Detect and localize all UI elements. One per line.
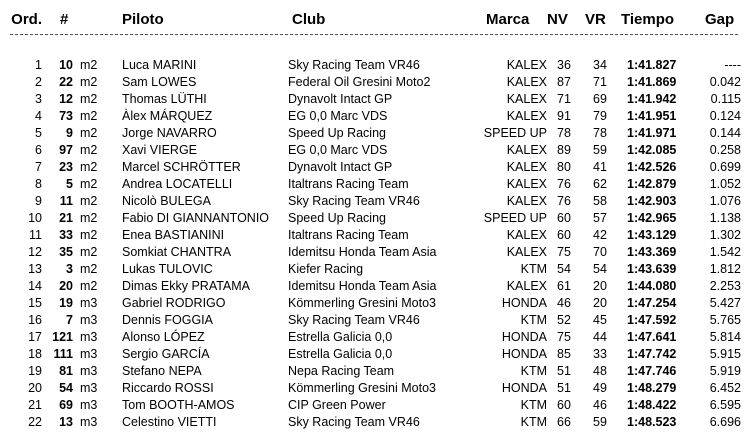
- cell-class: m3: [80, 347, 98, 361]
- cell-class: m2: [80, 279, 98, 293]
- cell-marca: KALEX: [506, 177, 547, 191]
- cell-nv: 60: [557, 228, 571, 242]
- cell-gap: 1.052: [709, 177, 741, 191]
- cell-tiempo: 1:43.639: [627, 262, 677, 276]
- cell-ord: 3: [35, 92, 42, 106]
- cell-nv: 89: [557, 143, 571, 157]
- cell-piloto: Tom BOOTH-AMOS: [122, 398, 235, 412]
- cell-tiempo: 1:44.080: [627, 279, 677, 293]
- cell-num: 22: [59, 75, 73, 89]
- cell-club: EG 0,0 Marc VDS: [288, 109, 388, 123]
- table-row: [0, 397, 745, 414]
- table-row: [0, 125, 745, 142]
- cell-marca: KTM: [520, 262, 547, 276]
- cell-nv: 52: [557, 313, 571, 327]
- cell-class: m3: [80, 313, 98, 327]
- cell-piloto: Celestino VIETTI: [122, 415, 217, 429]
- table-row: [0, 244, 745, 261]
- cell-tiempo: 1:42.965: [627, 211, 677, 225]
- cell-nv: 61: [557, 279, 571, 293]
- table-row: [0, 329, 745, 346]
- cell-ord: 20: [28, 381, 42, 395]
- cell-num: 21: [59, 211, 73, 225]
- cell-nv: 60: [557, 398, 571, 412]
- cell-class: m2: [80, 262, 98, 276]
- cell-ord: 12: [28, 245, 42, 259]
- cell-club: Kömmerling Gresini Moto3: [288, 381, 436, 395]
- cell-gap: 1.542: [709, 245, 741, 259]
- cell-nv: 46: [557, 296, 571, 310]
- cell-tiempo: 1:41.951: [627, 109, 677, 123]
- table-row: [0, 57, 745, 74]
- cell-club: Italtrans Racing Team: [288, 177, 409, 191]
- cell-ord: 13: [28, 262, 42, 276]
- cell-tiempo: 1:47.254: [627, 296, 677, 310]
- cell-club: Italtrans Racing Team: [288, 228, 409, 242]
- cell-piloto: Enea BASTIANINI: [122, 228, 225, 242]
- cell-club: Sky Racing Team VR46: [288, 313, 420, 327]
- cell-gap: 1.138: [709, 211, 741, 225]
- cell-club: Federal Oil Gresini Moto2: [288, 75, 431, 89]
- cell-nv: 76: [557, 177, 571, 191]
- cell-class: m2: [80, 211, 98, 225]
- cell-num: 97: [59, 143, 73, 157]
- cell-class: m2: [80, 92, 98, 106]
- cell-piloto: Riccardo ROSSI: [122, 381, 214, 395]
- cell-gap: 0.144: [709, 126, 741, 140]
- cell-marca: HONDA: [501, 347, 547, 361]
- cell-num: 11: [59, 194, 73, 208]
- cell-num: 33: [59, 228, 73, 242]
- cell-marca: KALEX: [506, 279, 547, 293]
- cell-piloto: Lukas TULOVIC: [122, 262, 213, 276]
- cell-tiempo: 1:41.942: [627, 92, 677, 106]
- cell-piloto: Alonso LÓPEZ: [122, 330, 205, 344]
- cell-gap: 5.814: [709, 330, 741, 344]
- table-row: [0, 414, 745, 431]
- cell-vr: 58: [593, 194, 607, 208]
- cell-vr: 57: [593, 211, 607, 225]
- cell-vr: 79: [593, 109, 607, 123]
- cell-club: Speed Up Racing: [288, 211, 386, 225]
- cell-piloto: Somkiat CHANTRA: [122, 245, 232, 259]
- cell-vr: 59: [593, 415, 607, 429]
- header-tiempo: Tiempo: [621, 11, 675, 28]
- cell-vr: 49: [593, 381, 607, 395]
- header-marca: Marca: [486, 11, 530, 28]
- cell-ord: 22: [28, 415, 42, 429]
- cell-nv: 51: [557, 381, 571, 395]
- cell-marca: HONDA: [501, 296, 547, 310]
- cell-gap: 0.042: [709, 75, 741, 89]
- cell-ord: 4: [35, 109, 42, 123]
- cell-vr: 45: [593, 313, 607, 327]
- cell-num: 9: [66, 126, 73, 140]
- cell-club: Dynavolt Intact GP: [288, 92, 393, 106]
- cell-ord: 16: [28, 313, 42, 327]
- cell-tiempo: 1:47.592: [627, 313, 677, 327]
- cell-ord: 10: [28, 211, 42, 225]
- cell-vr: 33: [593, 347, 607, 361]
- cell-marca: HONDA: [501, 330, 547, 344]
- cell-tiempo: 1:47.746: [627, 364, 677, 378]
- cell-piloto: Àlex MÁRQUEZ: [122, 109, 213, 123]
- table-row: [0, 91, 745, 108]
- cell-club: EG 0,0 Marc VDS: [288, 143, 388, 157]
- cell-piloto: Stefano NEPA: [122, 364, 202, 378]
- cell-club: Sky Racing Team VR46: [288, 194, 420, 208]
- cell-club: Idemitsu Honda Team Asia: [288, 279, 437, 293]
- cell-gap: 0.124: [709, 109, 741, 123]
- cell-class: m3: [80, 296, 98, 310]
- cell-vr: 34: [593, 58, 607, 72]
- cell-num: 5: [66, 177, 73, 191]
- cell-vr: 69: [593, 92, 607, 106]
- cell-piloto: Fabio DI GIANNANTONIO: [122, 211, 270, 225]
- cell-nv: 51: [557, 364, 571, 378]
- cell-marca: KALEX: [506, 228, 547, 242]
- cell-tiempo: 1:48.422: [627, 398, 677, 412]
- cell-club: Estrella Galicia 0,0: [288, 347, 393, 361]
- table-row: [0, 159, 745, 176]
- cell-vr: 46: [593, 398, 607, 412]
- cell-class: m2: [80, 75, 98, 89]
- cell-ord: 17: [28, 330, 42, 344]
- cell-num: 81: [59, 364, 73, 378]
- cell-gap: 6.595: [709, 398, 741, 412]
- cell-marca: KALEX: [506, 194, 547, 208]
- cell-num: 13: [59, 415, 73, 429]
- cell-num: 20: [59, 279, 73, 293]
- cell-marca: HONDA: [501, 381, 547, 395]
- cell-vr: 71: [593, 75, 607, 89]
- cell-class: m3: [80, 330, 98, 344]
- cell-marca: KTM: [520, 364, 547, 378]
- table-header: [0, 8, 745, 32]
- cell-marca: KALEX: [506, 58, 547, 72]
- cell-num: 54: [59, 381, 73, 395]
- cell-ord: 7: [35, 160, 42, 174]
- table-row: [0, 74, 745, 91]
- header-club: Club: [292, 11, 326, 28]
- cell-piloto: Dennis FOGGIA: [122, 313, 213, 327]
- cell-tiempo: 1:41.869: [627, 75, 677, 89]
- cell-tiempo: 1:42.903: [627, 194, 677, 208]
- cell-gap: 0.115: [710, 92, 741, 106]
- header-nv: NV: [547, 11, 568, 28]
- cell-vr: 54: [593, 262, 607, 276]
- cell-tiempo: 1:41.971: [627, 126, 677, 140]
- cell-vr: 44: [593, 330, 607, 344]
- cell-tiempo: 1:48.523: [627, 415, 677, 429]
- cell-nv: 75: [557, 245, 571, 259]
- cell-piloto: Xavi VIERGE: [122, 143, 198, 157]
- cell-marca: KTM: [520, 398, 547, 412]
- cell-ord: 8: [35, 177, 42, 191]
- cell-ord: 21: [28, 398, 42, 412]
- cell-marca: KALEX: [506, 160, 547, 174]
- cell-piloto: Marcel SCHRÖTTER: [122, 160, 241, 174]
- cell-tiempo: 1:43.129: [627, 228, 677, 242]
- cell-piloto: Thomas LÜTHI: [122, 92, 207, 106]
- cell-num: 69: [59, 398, 73, 412]
- cell-num: 23: [59, 160, 73, 174]
- cell-gap: ----: [724, 58, 741, 72]
- cell-marca: KALEX: [506, 92, 547, 106]
- cell-vr: 78: [593, 126, 607, 140]
- cell-class: m2: [80, 245, 98, 259]
- cell-vr: 48: [593, 364, 607, 378]
- cell-marca: SPEED UP: [483, 211, 547, 225]
- cell-class: m2: [80, 177, 98, 191]
- cell-class: m3: [80, 398, 98, 412]
- header-piloto: Piloto: [122, 11, 164, 28]
- cell-num: 10: [59, 58, 73, 72]
- cell-piloto: Sam LOWES: [122, 75, 197, 89]
- cell-gap: 5.915: [709, 347, 741, 361]
- table-row: [0, 380, 745, 397]
- cell-tiempo: 1:42.085: [627, 143, 677, 157]
- cell-vr: 42: [593, 228, 607, 242]
- cell-piloto: Jorge NAVARRO: [122, 126, 217, 140]
- header-gap: Gap: [705, 11, 735, 28]
- cell-ord: 9: [35, 194, 42, 208]
- cell-class: m2: [80, 126, 98, 140]
- table-row: [0, 346, 745, 363]
- cell-club: Dynavolt Intact GP: [288, 160, 393, 174]
- cell-class: m3: [80, 364, 98, 378]
- cell-class: m3: [80, 381, 98, 395]
- cell-marca: KALEX: [506, 143, 547, 157]
- cell-gap: 5.919: [709, 364, 741, 378]
- cell-num: 73: [59, 109, 73, 123]
- cell-piloto: Andrea LOCATELLI: [122, 177, 233, 191]
- header-ord: Ord.: [11, 11, 42, 28]
- cell-marca: KALEX: [506, 245, 547, 259]
- cell-piloto: Nicolò BULEGA: [122, 194, 211, 208]
- cell-club: Sky Racing Team VR46: [288, 415, 420, 429]
- table-row: [0, 176, 745, 193]
- cell-nv: 60: [557, 211, 571, 225]
- cell-marca: KTM: [520, 415, 547, 429]
- cell-class: m2: [80, 228, 98, 242]
- cell-nv: 66: [557, 415, 571, 429]
- cell-marca: KALEX: [506, 75, 547, 89]
- cell-club: Kömmerling Gresini Moto3: [288, 296, 436, 310]
- cell-num: 7: [66, 313, 73, 327]
- cell-vr: 59: [593, 143, 607, 157]
- cell-tiempo: 1:48.279: [627, 381, 677, 395]
- cell-gap: 0.258: [709, 143, 741, 157]
- table-row: [0, 295, 745, 312]
- cell-ord: 5: [35, 126, 42, 140]
- table-row: [0, 210, 745, 227]
- cell-num: 3: [66, 262, 73, 276]
- cell-marca: SPEED UP: [483, 126, 547, 140]
- cell-nv: 76: [557, 194, 571, 208]
- cell-gap: 0.699: [709, 160, 741, 174]
- cell-gap: 6.452: [709, 381, 741, 395]
- cell-class: m3: [80, 415, 98, 429]
- cell-num: 12: [59, 92, 73, 106]
- cell-nv: 78: [557, 126, 571, 140]
- cell-nv: 85: [557, 347, 571, 361]
- cell-num: 121: [52, 330, 73, 344]
- cell-tiempo: 1:41.827: [627, 58, 677, 72]
- cell-marca: KALEX: [506, 109, 547, 123]
- cell-gap: 1.302: [709, 228, 741, 242]
- cell-club: Idemitsu Honda Team Asia: [288, 245, 437, 259]
- cell-club: Estrella Galicia 0,0: [288, 330, 393, 344]
- cell-nv: 91: [557, 109, 571, 123]
- cell-nv: 71: [557, 92, 571, 106]
- cell-ord: 18: [28, 347, 42, 361]
- cell-class: m2: [80, 160, 98, 174]
- cell-class: m2: [80, 58, 98, 72]
- table-row: [0, 261, 745, 278]
- cell-vr: 41: [593, 160, 607, 174]
- cell-club: CIP Green Power: [288, 398, 386, 412]
- cell-club: Sky Racing Team VR46: [288, 58, 420, 72]
- cell-vr: 20: [593, 296, 607, 310]
- header-num: #: [60, 11, 69, 28]
- cell-gap: 2.253: [709, 279, 741, 293]
- cell-piloto: Dimas Ekky PRATAMA: [122, 279, 251, 293]
- cell-gap: 6.696: [709, 415, 741, 429]
- cell-tiempo: 1:42.879: [627, 177, 677, 191]
- cell-ord: 1: [35, 58, 42, 72]
- table-row: [0, 312, 745, 329]
- cell-num: 111: [53, 347, 73, 361]
- cell-gap: 5.427: [709, 296, 741, 310]
- cell-class: m2: [80, 143, 98, 157]
- cell-marca: KTM: [520, 313, 547, 327]
- cell-nv: 80: [557, 160, 571, 174]
- cell-nv: 54: [557, 262, 571, 276]
- cell-vr: 70: [593, 245, 607, 259]
- cell-ord: 2: [35, 75, 42, 89]
- cell-ord: 19: [28, 364, 42, 378]
- cell-nv: 36: [557, 58, 571, 72]
- results-table: [0, 57, 745, 431]
- cell-piloto: Luca MARINI: [122, 58, 197, 72]
- cell-club: Nepa Racing Team: [288, 364, 395, 378]
- cell-club: Speed Up Racing: [288, 126, 386, 140]
- table-row: [0, 227, 745, 244]
- cell-gap: 1.076: [709, 194, 741, 208]
- cell-num: 35: [59, 245, 73, 259]
- table-row: [0, 278, 745, 295]
- cell-class: m2: [80, 109, 98, 123]
- table-row: [0, 193, 745, 210]
- table-row: [0, 363, 745, 380]
- cell-nv: 87: [557, 75, 571, 89]
- cell-ord: 14: [28, 279, 42, 293]
- cell-club: Kiefer Racing: [288, 262, 364, 276]
- cell-gap: 1.812: [709, 262, 741, 276]
- cell-ord: 11: [29, 228, 42, 242]
- table-row: [0, 142, 745, 159]
- cell-tiempo: 1:47.641: [627, 330, 677, 344]
- cell-num: 19: [59, 296, 73, 310]
- cell-ord: 15: [28, 296, 42, 310]
- cell-vr: 20: [593, 279, 607, 293]
- cell-class: m2: [80, 194, 98, 208]
- cell-gap: 5.765: [709, 313, 741, 327]
- table-row: [0, 108, 745, 125]
- header-vr: VR: [585, 11, 606, 28]
- cell-tiempo: 1:47.742: [627, 347, 677, 361]
- cell-piloto: Gabriel RODRIGO: [122, 296, 226, 310]
- cell-tiempo: 1:42.526: [627, 160, 677, 174]
- cell-tiempo: 1:43.369: [627, 245, 677, 259]
- cell-ord: 6: [35, 143, 42, 157]
- cell-nv: 75: [557, 330, 571, 344]
- cell-vr: 62: [593, 177, 607, 191]
- cell-piloto: Sergio GARCÍA: [122, 347, 210, 361]
- header-divider: [10, 34, 738, 35]
